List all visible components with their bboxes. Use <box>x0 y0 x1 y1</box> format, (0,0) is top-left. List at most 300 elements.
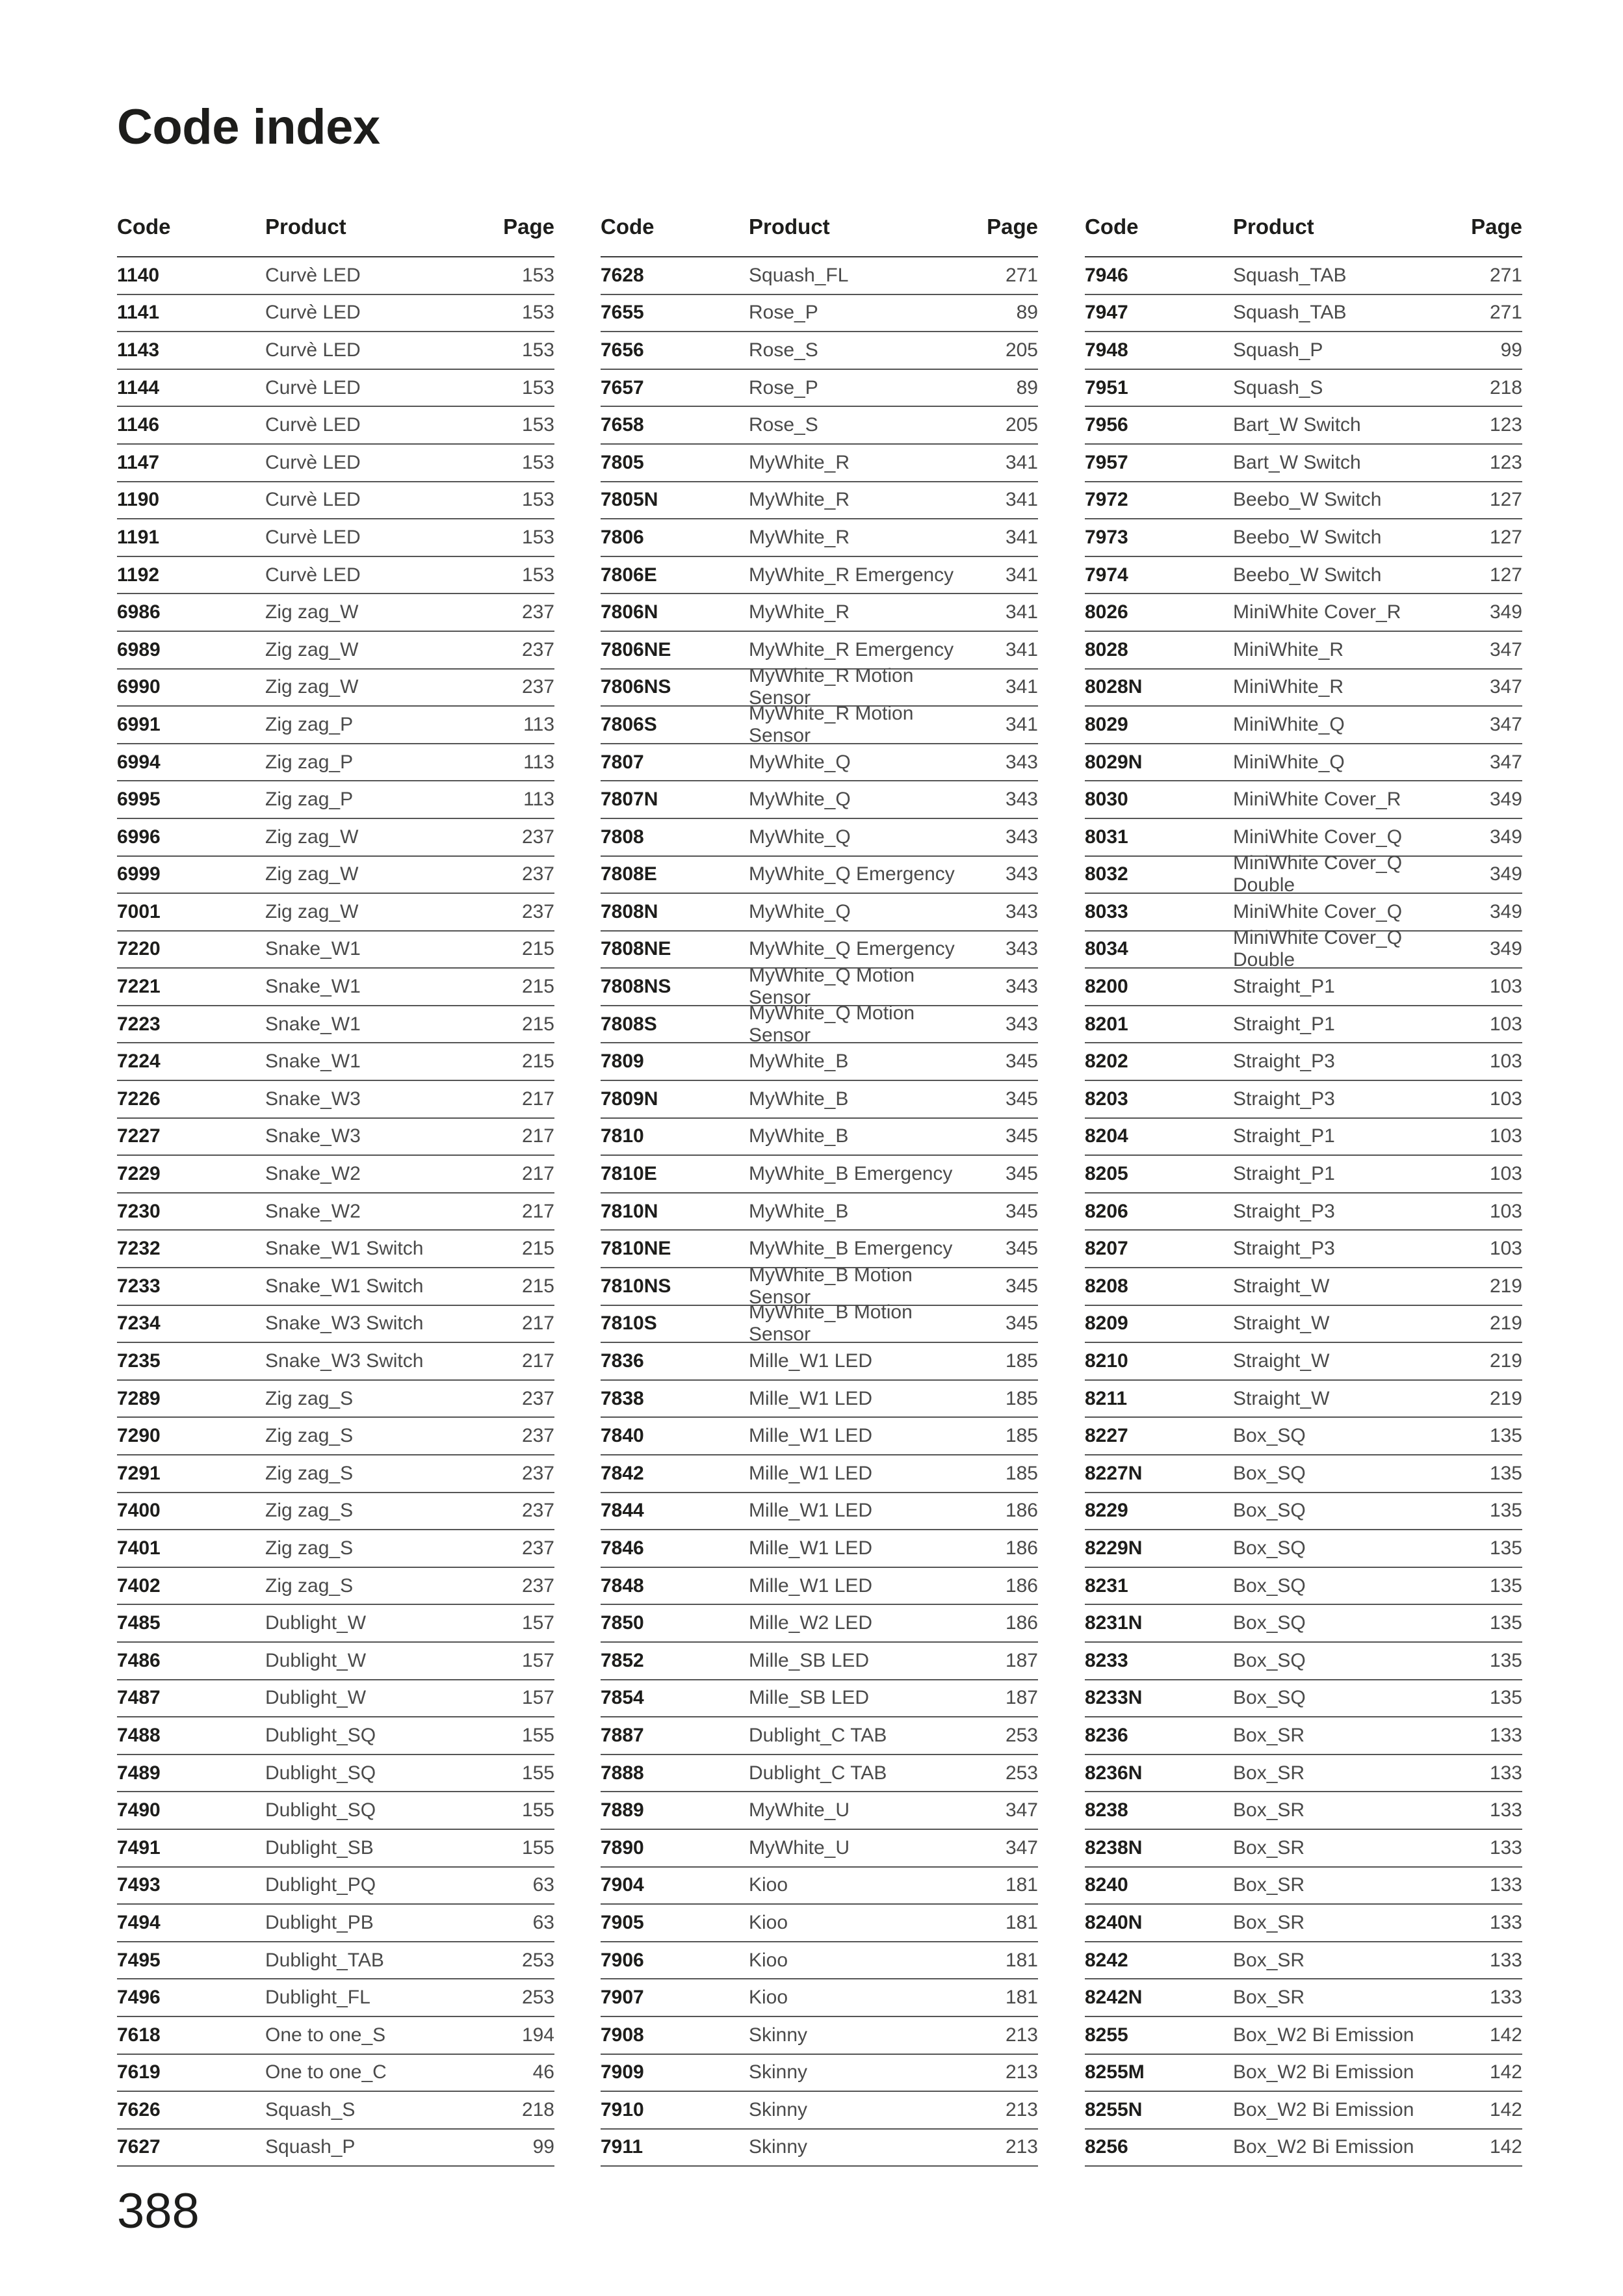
row-code: 7233 <box>117 1275 161 1297</box>
row-code: 8206 <box>1085 1200 1128 1222</box>
table-row <box>1085 2017 1522 2055</box>
table-row <box>1085 707 1522 744</box>
table-row <box>1085 852 1522 896</box>
row-page: 133 <box>1489 1911 1522 1933</box>
row-code: 1143 <box>117 339 160 361</box>
table-row <box>1085 1830 1522 1868</box>
table-row <box>1085 1156 1522 1194</box>
row-code: 7491 <box>117 1836 161 1859</box>
row-product: MyWhite_R <box>749 451 850 473</box>
row-product: Squash_TAB <box>1233 264 1347 286</box>
row-code: 8240N <box>1085 1911 1143 1933</box>
row-page: 237 <box>521 1387 554 1409</box>
row-page: 345 <box>1005 1200 1038 1222</box>
row-page: 217 <box>521 1350 554 1372</box>
row-product: MyWhite_Q <box>749 900 851 922</box>
row-code: 7618 <box>117 2024 161 2046</box>
row-code: 7232 <box>117 1238 161 1260</box>
row-product: MyWhite_R <box>749 489 850 511</box>
row-page: 135 <box>1489 1649 1522 1671</box>
table-row <box>117 1343 554 1381</box>
row-product: Straight_W <box>1233 1275 1330 1297</box>
table-row <box>601 1002 1038 1046</box>
table-row <box>117 1568 554 1606</box>
row-page: 349 <box>1489 601 1522 623</box>
table-row <box>1085 969 1522 1006</box>
row-product: Snake_W3 Switch <box>265 1312 424 1335</box>
row-product: Box_SQ <box>1233 1687 1306 1709</box>
row-product: Bart_W Switch <box>1233 451 1361 473</box>
row-product: Snake_W3 <box>265 1088 361 1110</box>
row-code: 8031 <box>1085 826 1128 848</box>
row-page: 135 <box>1489 1425 1522 1447</box>
row-page: 345 <box>1005 1125 1038 1147</box>
row-product: MyWhite_Q Emergency <box>749 938 955 960</box>
row-code: 7806NS <box>601 676 671 698</box>
table-row <box>601 2130 1038 2167</box>
table-row <box>1085 1717 1522 1755</box>
row-code: 7806S <box>601 713 657 735</box>
row-code: 7488 <box>117 1724 161 1746</box>
row-page: 341 <box>1005 638 1038 660</box>
row-product: Zig zag_P <box>265 751 354 773</box>
table-row <box>1085 2130 1522 2167</box>
column-header <box>1085 207 1522 257</box>
row-page: 349 <box>1489 863 1522 885</box>
table-row <box>117 1455 554 1493</box>
row-code: 7888 <box>601 1762 644 1784</box>
row-product: Box_SR <box>1233 1911 1305 1933</box>
header-code: Code <box>117 215 171 239</box>
row-page: 46 <box>532 2061 554 2083</box>
row-code: 7235 <box>117 1350 161 1372</box>
row-product: One to one_S <box>265 2024 386 2046</box>
row-product: Dublight_TAB <box>265 1949 384 1971</box>
row-page: 153 <box>521 451 554 473</box>
table-row <box>117 1905 554 1942</box>
table-row <box>601 965 1038 1009</box>
table-row <box>117 1643 554 1680</box>
row-page: 347 <box>1489 638 1522 660</box>
row-page: 215 <box>521 976 554 998</box>
row-code: 8028 <box>1085 638 1128 660</box>
row-code: 7850 <box>601 1612 644 1634</box>
table-row <box>601 1194 1038 1231</box>
row-code: 7904 <box>601 1874 644 1896</box>
row-product: Zig zag_P <box>265 789 354 811</box>
row-code: 6989 <box>117 638 161 660</box>
table-row <box>1085 1268 1522 1306</box>
row-product: MyWhite_Q <box>749 751 851 773</box>
row-code: 7838 <box>601 1387 644 1409</box>
row-product: Box_SR <box>1233 1762 1305 1784</box>
row-product: Curvè LED <box>265 339 361 361</box>
row-page: 347 <box>1005 1799 1038 1821</box>
row-product: MiniWhite Cover_Q <box>1233 900 1403 922</box>
row-code: 7485 <box>117 1612 161 1634</box>
row-product: Curvè LED <box>265 302 361 324</box>
row-page: 153 <box>521 489 554 511</box>
table-row <box>117 295 554 333</box>
row-code: 8227 <box>1085 1425 1128 1447</box>
row-page: 218 <box>1489 376 1522 398</box>
row-code: 7808E <box>601 863 657 885</box>
table-row <box>1085 744 1522 782</box>
table-row <box>117 1268 554 1306</box>
row-page: 271 <box>1489 302 1522 324</box>
table-row <box>117 1418 554 1455</box>
table-row <box>601 1530 1038 1568</box>
row-page: 218 <box>521 2098 554 2120</box>
row-page: 349 <box>1489 789 1522 811</box>
row-product: Snake_W1 <box>265 1013 361 1035</box>
row-page: 133 <box>1489 1799 1522 1821</box>
row-code: 8026 <box>1085 601 1128 623</box>
row-product: Dublight_PQ <box>265 1874 376 1896</box>
table-row <box>601 744 1038 782</box>
row-page: 181 <box>1005 1949 1038 1971</box>
row-code: 7628 <box>601 264 644 286</box>
row-page: 153 <box>521 564 554 586</box>
row-code: 7807N <box>601 789 658 811</box>
row-product: MyWhite_B Emergency <box>749 1163 953 1185</box>
row-page: 63 <box>532 1874 554 1896</box>
row-code: 7227 <box>117 1125 161 1147</box>
row-code: 7226 <box>117 1088 161 1110</box>
row-code: 6991 <box>117 713 161 735</box>
row-product: Mille_W1 LED <box>749 1425 873 1447</box>
table-row <box>1085 1942 1522 1980</box>
row-product: MyWhite_B <box>749 1200 849 1222</box>
row-code: 7805 <box>601 451 644 473</box>
row-page: 135 <box>1489 1462 1522 1484</box>
row-product: Curvè LED <box>265 264 361 286</box>
row-product: MyWhite_R Emergency <box>749 638 954 660</box>
row-page: 185 <box>1005 1425 1038 1447</box>
row-code: 8231N <box>1085 1612 1143 1634</box>
row-code: 1140 <box>117 264 160 286</box>
row-product: Snake_W2 <box>265 1200 361 1222</box>
row-code: 7657 <box>601 376 644 398</box>
table-row <box>117 857 554 894</box>
row-code: 7001 <box>117 900 161 922</box>
row-product: Rose_P <box>749 302 818 324</box>
index-column-3 <box>1085 207 1522 2167</box>
row-code: 7836 <box>601 1350 644 1372</box>
row-page: 127 <box>1489 564 1522 586</box>
table-row <box>1085 482 1522 520</box>
row-page: 186 <box>1005 1612 1038 1634</box>
row-code: 8238 <box>1085 1799 1128 1821</box>
row-product: Zig zag_S <box>265 1387 354 1409</box>
row-code: 7854 <box>601 1687 644 1709</box>
table-row <box>117 932 554 969</box>
table-row <box>601 702 1038 746</box>
row-product: MiniWhite Cover_Q <box>1233 826 1403 848</box>
row-page: 205 <box>1005 414 1038 436</box>
row-page: 186 <box>1005 1500 1038 1522</box>
row-product: MyWhite_Q <box>749 789 851 811</box>
table-row <box>1085 1043 1522 1081</box>
row-product: Box_SQ <box>1233 1649 1306 1671</box>
table-row <box>117 819 554 857</box>
table-row <box>1085 1194 1522 1231</box>
row-code: 8033 <box>1085 900 1128 922</box>
row-product: Box_W2 Bi Emission <box>1233 2024 1414 2046</box>
row-product: Dublight_SQ <box>265 1799 376 1821</box>
row-code: 7810NE <box>601 1238 671 1260</box>
table-row <box>601 894 1038 932</box>
row-code: 1190 <box>117 489 160 511</box>
table-row <box>601 857 1038 894</box>
row-page: 153 <box>521 376 554 398</box>
table-row <box>1085 1530 1522 1568</box>
row-page: 181 <box>1005 1987 1038 2009</box>
row-product: Curvè LED <box>265 414 361 436</box>
row-product: Dublight_FL <box>265 1987 370 2009</box>
row-product: Curvè LED <box>265 489 361 511</box>
table-row <box>1085 1081 1522 1119</box>
table-row <box>1085 1493 1522 1531</box>
row-page: 237 <box>521 1537 554 1559</box>
row-product: Snake_W2 <box>265 1163 361 1185</box>
table-row <box>1085 894 1522 932</box>
row-page: 142 <box>1489 2061 1522 2083</box>
table-row <box>601 1043 1038 1081</box>
table-row <box>601 1942 1038 1980</box>
row-page: 219 <box>1489 1275 1522 1297</box>
row-code: 6986 <box>117 601 161 623</box>
row-product: Rose_S <box>749 339 818 361</box>
row-page: 135 <box>1489 1687 1522 1709</box>
row-page: 135 <box>1489 1500 1522 1522</box>
table-row <box>1085 1381 1522 1418</box>
row-code: 1147 <box>117 451 160 473</box>
row-code: 7224 <box>117 1050 161 1073</box>
row-code: 1141 <box>117 302 160 324</box>
table-row <box>117 519 554 557</box>
row-page: 133 <box>1489 1724 1522 1746</box>
table-row <box>1085 781 1522 819</box>
row-page: 133 <box>1489 1949 1522 1971</box>
table-row <box>1085 370 1522 408</box>
row-code: 7810NS <box>601 1275 671 1297</box>
row-page: 186 <box>1005 1574 1038 1597</box>
row-code: 7490 <box>117 1799 161 1821</box>
table-row <box>1085 670 1522 707</box>
row-product: Snake_W3 <box>265 1125 361 1147</box>
row-product: Box_SQ <box>1233 1612 1306 1634</box>
row-code: 1192 <box>117 564 160 586</box>
row-page: 343 <box>1005 976 1038 998</box>
table-row <box>601 1830 1038 1868</box>
table-row <box>601 1119 1038 1156</box>
row-code: 6990 <box>117 676 161 698</box>
row-code: 7848 <box>601 1574 644 1597</box>
row-page: 343 <box>1005 863 1038 885</box>
header-page: Page <box>503 215 554 239</box>
row-product: Curvè LED <box>265 376 361 398</box>
row-product: Rose_P <box>749 376 818 398</box>
row-page: 127 <box>1489 489 1522 511</box>
row-code: 8255 <box>1085 2024 1128 2046</box>
table-row <box>117 1830 554 1868</box>
row-page: 347 <box>1489 713 1522 735</box>
table-row <box>601 1301 1038 1346</box>
row-code: 8034 <box>1085 938 1128 960</box>
row-page: 341 <box>1005 601 1038 623</box>
header-page: Page <box>987 215 1038 239</box>
table-row <box>1085 1343 1522 1381</box>
index-column-2 <box>601 207 1038 2167</box>
row-page: 185 <box>1005 1387 1038 1409</box>
row-product: Skinny <box>749 2061 808 2083</box>
row-code: 7805N <box>601 489 658 511</box>
row-product: Box_SQ <box>1233 1462 1306 1484</box>
table-row <box>1085 257 1522 295</box>
header-product: Product <box>749 215 830 239</box>
row-product: Box_SR <box>1233 1799 1305 1821</box>
table-row <box>117 407 554 445</box>
table-row <box>601 1231 1038 1268</box>
row-product: Zig zag_W <box>265 638 359 660</box>
row-page: 187 <box>1005 1687 1038 1709</box>
column-header <box>117 207 554 257</box>
row-product: Snake_W1 <box>265 938 361 960</box>
row-page: 186 <box>1005 1537 1038 1559</box>
row-product: MiniWhite Cover_R <box>1233 601 1401 623</box>
row-code: 7972 <box>1085 489 1128 511</box>
row-page: 142 <box>1489 2098 1522 2120</box>
table-row <box>601 1605 1038 1643</box>
row-code: 7402 <box>117 1574 161 1597</box>
table-row <box>1085 1231 1522 1268</box>
row-code: 8207 <box>1085 1238 1128 1260</box>
row-product: Zig zag_W <box>265 826 359 848</box>
row-page: 103 <box>1489 1125 1522 1147</box>
row-code: 7810N <box>601 1200 658 1222</box>
row-product: MyWhite_R Emergency <box>749 564 954 586</box>
row-code: 7889 <box>601 1799 644 1821</box>
table-row <box>601 1381 1038 1418</box>
row-code: 7951 <box>1085 376 1128 398</box>
row-product: MyWhite_Q <box>749 826 851 848</box>
table-row <box>117 1043 554 1081</box>
row-page: 63 <box>532 1911 554 1933</box>
row-product: Squash_FL <box>749 264 849 286</box>
row-page: 157 <box>521 1612 554 1634</box>
row-code: 7905 <box>601 1911 644 1933</box>
table-row <box>601 1755 1038 1793</box>
row-code: 7486 <box>117 1649 161 1671</box>
row-product: Box_W2 Bi Emission <box>1233 2098 1414 2120</box>
row-page: 181 <box>1005 1911 1038 1933</box>
row-code: 8210 <box>1085 1350 1128 1372</box>
row-code: 7911 <box>601 2136 643 2158</box>
row-page: 135 <box>1489 1537 1522 1559</box>
row-product: Squash_S <box>1233 376 1323 398</box>
row-product: Straight_P1 <box>1233 976 1335 998</box>
row-code: 8236N <box>1085 1762 1143 1784</box>
table-row <box>601 1979 1038 2017</box>
table-row <box>117 1868 554 1905</box>
table-row <box>117 332 554 370</box>
row-code: 7810 <box>601 1125 644 1147</box>
row-code: 7495 <box>117 1949 161 1971</box>
table-row <box>601 632 1038 670</box>
row-code: 7806NE <box>601 638 671 660</box>
table-row <box>601 1717 1038 1755</box>
row-code: 8233N <box>1085 1687 1143 1709</box>
row-code: 7840 <box>601 1425 644 1447</box>
row-page: 237 <box>521 601 554 623</box>
row-code: 7808NE <box>601 938 671 960</box>
row-code: 8032 <box>1085 863 1128 885</box>
row-code: 7496 <box>117 1987 161 2009</box>
row-product: Mille_SB LED <box>749 1687 870 1709</box>
row-page: 103 <box>1489 1238 1522 1260</box>
row-page: 123 <box>1489 414 1522 436</box>
row-product: Squash_P <box>1233 339 1323 361</box>
row-code: 7910 <box>601 2098 644 2120</box>
row-page: 215 <box>521 938 554 960</box>
row-product: MyWhite_B <box>749 1050 849 1073</box>
row-code: 8233 <box>1085 1649 1128 1671</box>
row-product: MyWhite_Q Motion Sensor <box>749 965 915 1009</box>
table-row <box>601 1343 1038 1381</box>
table-row <box>117 1081 554 1119</box>
index-column-1 <box>117 207 554 2167</box>
row-product: Curvè LED <box>265 526 361 548</box>
row-page: 345 <box>1005 1275 1038 1297</box>
row-code: 8203 <box>1085 1088 1128 1110</box>
row-page: 237 <box>521 1462 554 1484</box>
row-code: 8201 <box>1085 1013 1128 1035</box>
table-row <box>117 707 554 744</box>
row-page: 345 <box>1005 1088 1038 1110</box>
row-code: 7220 <box>117 938 161 960</box>
row-page: 343 <box>1005 938 1038 960</box>
table-row <box>601 1680 1038 1718</box>
row-page: 153 <box>521 339 554 361</box>
row-code: 1146 <box>117 414 160 436</box>
row-code: 7947 <box>1085 302 1128 324</box>
table-row <box>1085 519 1522 557</box>
row-page: 215 <box>521 1275 554 1297</box>
row-product: Zig zag_S <box>265 1425 354 1447</box>
row-product: MiniWhite_Q <box>1233 713 1345 735</box>
row-code: 8209 <box>1085 1312 1128 1335</box>
row-product: Box_SR <box>1233 1949 1305 1971</box>
row-page: 341 <box>1005 676 1038 698</box>
row-product: Kioo <box>749 1987 788 2009</box>
row-product: Zig zag_W <box>265 863 359 885</box>
row-product: Zig zag_W <box>265 900 359 922</box>
table-row <box>601 932 1038 969</box>
row-code: 7842 <box>601 1462 644 1484</box>
table-row <box>117 594 554 632</box>
table-row <box>601 781 1038 819</box>
table-row <box>1085 1792 1522 1830</box>
table-row <box>117 1231 554 1268</box>
row-page: 155 <box>521 1762 554 1784</box>
row-product: MyWhite_Q Motion Sensor <box>749 1002 915 1046</box>
table-row <box>117 1755 554 1793</box>
row-page: 194 <box>521 2024 554 2046</box>
row-page: 215 <box>521 1238 554 1260</box>
table-row <box>117 1979 554 2017</box>
row-code: 8208 <box>1085 1275 1128 1297</box>
